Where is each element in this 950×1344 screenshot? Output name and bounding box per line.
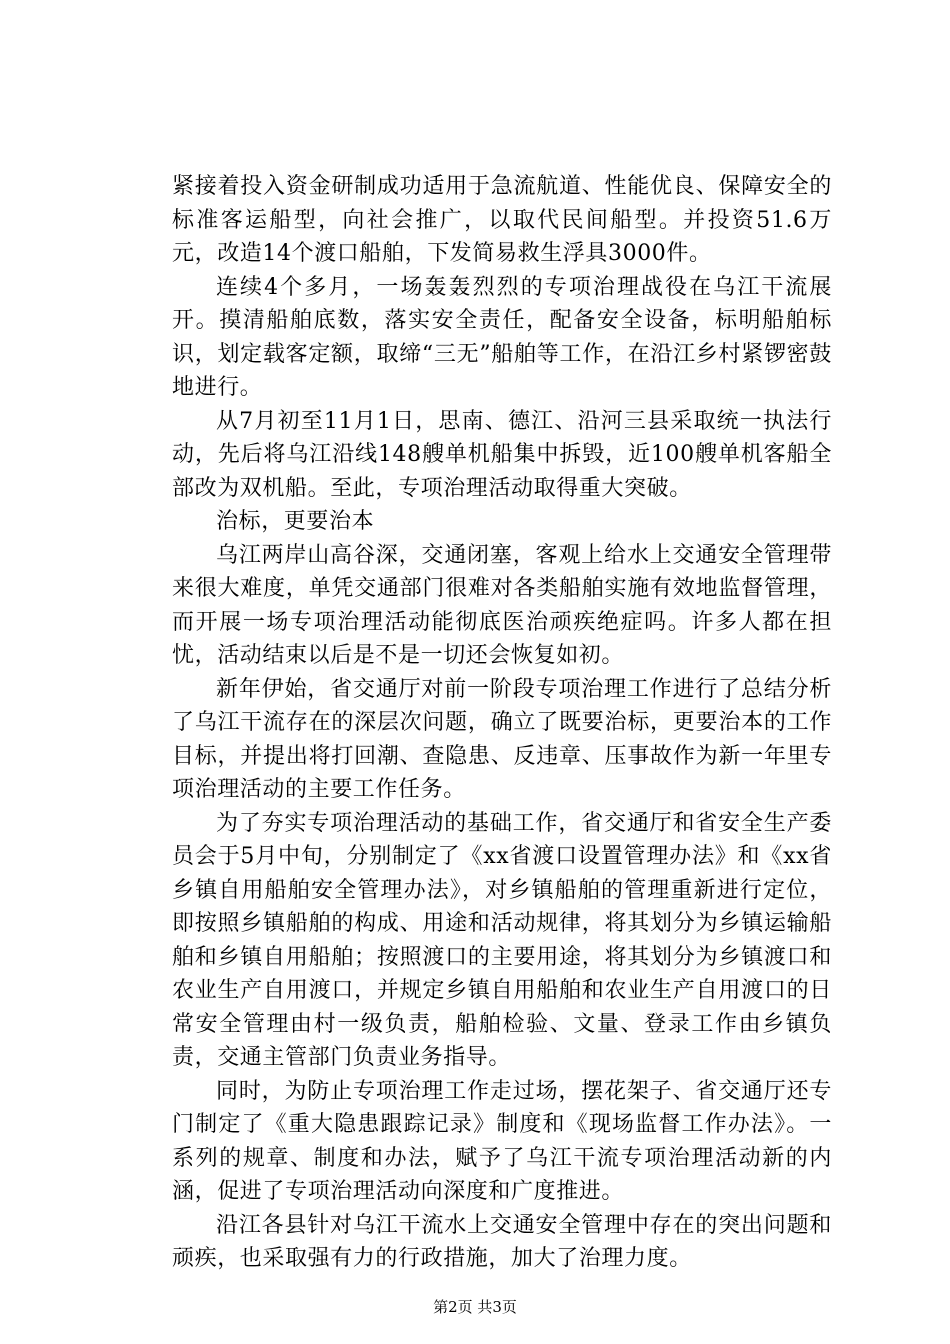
document-body [172, 170, 832, 1276]
paragraph-3: 从7月初至11月1日，思南、德江、沿河三县采取统一执法行动，先后将乌江沿线148艘单机船集中拆毁，近100艘单机客船全部改为双机船。至此，专项治理活动取得重大突破。 [172, 408, 832, 501]
paragraph-9: 沿江各县针对乌江干流水上交通安全管理中存在的突出问题和顽疾，也采取强有力的行政措施，加大了治理力度。 [172, 1212, 832, 1271]
paragraph-8: 同时，为防止专项治理工作走过场，摆花架子、省交通厅还专门制定了《重大隐患跟踪记录》制度和《现场监督工作办法》。一系列的规章、制度和办法，赋予了乌江干流专项治理活动新的内涵，促进了专项治理活动向深度和广度推进。 [172, 1078, 832, 1204]
section-heading: 治标，更要治本 [216, 509, 375, 534]
paragraph-7: 为了夯实专项治理活动的基础工作，省交通厅和省安全生产委员会于5月中旬，分别制定了《xx省渡口设置管理办法》和《xx省乡镇自用船舶安全管理办法》，对乡镇船舶的管理重新进行定位，即按照乡镇船舶的构成、用途和活动规律，将其划分为乡镇运输船舶和乡镇自用船舶；按照渡口的主要用途，将其划分为乡镇渡口和农业生产自用渡口，并规定乡镇自用船舶和农业生产自用渡口的日常安全管理由村一级负责，船舶检验、文量、登录工作由乡镇负责，交通主管部门负责业务指导。 [172, 810, 832, 1070]
paragraph-6: 新年伊始，省交通厅对前一阶段专项治理工作进行了总结分析了乌江干流存在的深层次问题，确立了既要治标，更要治本的工作目标，并提出将打回潮、查隐患、反违章、压事故作为新一年里专项治理活动的主要工作任务。 [172, 676, 832, 802]
paragraph-5: 乌江两岸山高谷深，交通闭塞，客观上给水上交通安全管理带来很大难度，单凭交通部门很难对各类船舶实施有效地监督管理，而开展一场专项治理活动能彻底医治顽疾绝症吗。许多人都在担忧，活动结束以后是不是一切还会恢复如初。 [172, 542, 832, 668]
paragraph-1: 紧接着投入资金研制成功适用于急流航道、性能优良、保障安全的标准客运船型，向社会推广，以取代民间船型。并投资51.6万元，改造14个渡口船舶，下发简易救生浮具3000件。 [172, 174, 832, 266]
page-number-footer: 第2页 共3页 [433, 1298, 517, 1316]
paragraph-2: 连续4个多月，一场轰轰烈烈的专项治理战役在乌江干流展开。摸清船舶底数，落实安全责任，配备安全设备，标明船舶标识，划定载客定额，取缔“三无”船舶等工作，在沿江乡村紧锣密鼓地进行。 [172, 274, 832, 400]
